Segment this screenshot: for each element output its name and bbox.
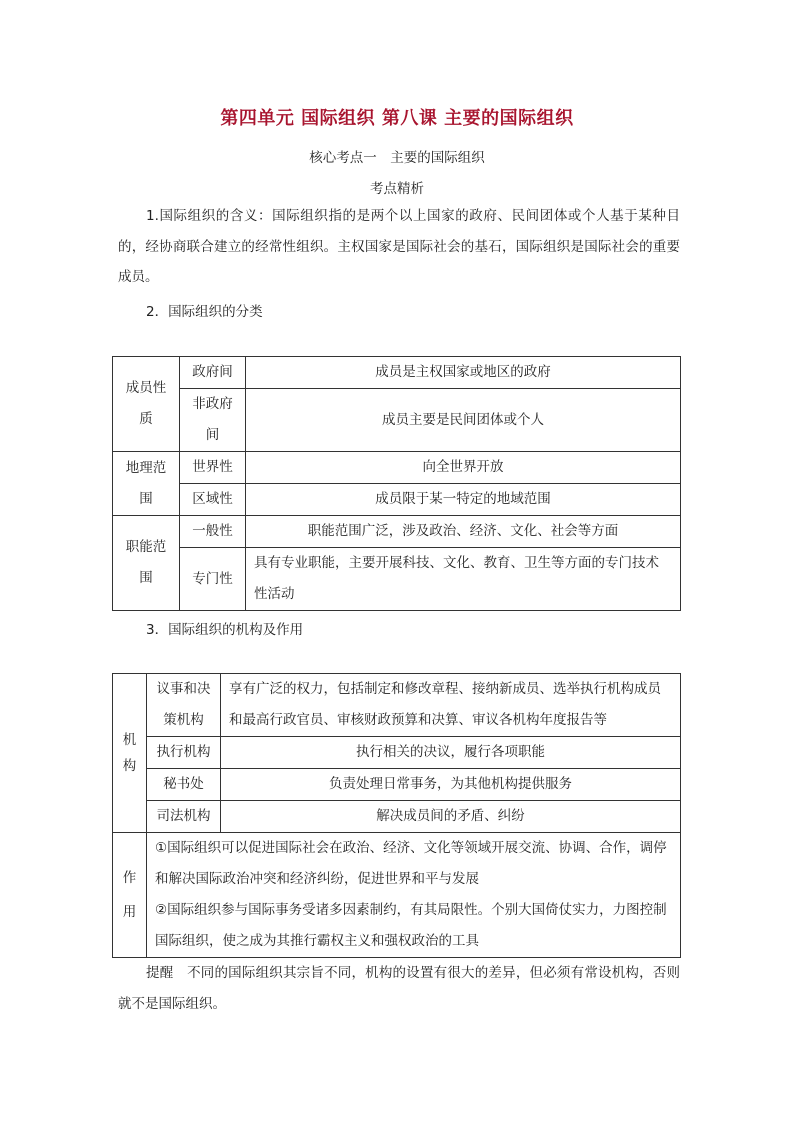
table-row xyxy=(113,484,681,516)
page-title: 第四单元 国际组织 第八课 主要的国际组织 xyxy=(220,108,574,129)
type-label: 一般性 xyxy=(180,516,246,548)
point-1-paragraph: 1.国际组织的含义：国际组织指的是两个以上国家的政府、民间团体或个人基于某种目的，经协商联合建立的经常性组织。主权国家是国际社会的基石，国际组织是国际社会的重要成员。 xyxy=(118,208,680,285)
type-label: 专门性 xyxy=(180,548,246,611)
group-label: 职能范围 xyxy=(113,516,180,611)
group-label: 作用 xyxy=(113,833,147,958)
type-desc: 职能范围广泛，涉及政治、经济、文化、社会等方面 xyxy=(246,516,681,548)
function-desc xyxy=(147,833,681,958)
type-label: 世界性 xyxy=(180,452,246,484)
type-desc: 成员限于某一特定的地域范围 xyxy=(246,484,681,516)
organ-label: 秘书处 xyxy=(147,769,221,801)
type-desc: 具有专业职能，主要开展科技、文化、教育、卫生等方面的专门技术性活动 xyxy=(246,548,681,611)
organ-label: 执行机构 xyxy=(147,737,221,769)
structure-function-table xyxy=(112,673,681,958)
table-row xyxy=(113,389,681,452)
table-row xyxy=(113,452,681,484)
point-2-heading: 2．国际组织的分类 xyxy=(146,304,263,320)
tip-paragraph: 提醒 不同的国际组织其宗旨不同，机构的设置有很大的差异，但必须有常设机构，否则就不是国际组织。 xyxy=(118,965,680,1012)
organ-label: 议事和决策机构 xyxy=(147,674,221,737)
type-label: 区域性 xyxy=(180,484,246,516)
function-item: ①国际组织可以促进国际社会在政治、经济、文化等领域开展交流、协调、合作，调停和解决国际政治冲突和经济纠纷，促进世界和平与发展 xyxy=(155,840,667,887)
organ-desc: 执行相关的决议，履行各项职能 xyxy=(221,737,681,769)
table-row xyxy=(113,801,681,833)
table-row xyxy=(113,674,681,737)
type-desc: 成员主要是民间团体或个人 xyxy=(246,389,681,452)
table-row xyxy=(113,548,681,611)
subtitle: 核心考点一 主要的国际组织 xyxy=(309,150,485,166)
section-heading: 考点精析 xyxy=(370,181,424,197)
type-desc: 成员是主权国家或地区的政府 xyxy=(246,357,681,389)
function-item: ②国际组织参与国际事务受诸多因素制约，有其局限性。个别大国倚仗实力，力图控制国际组织，使之成为其推行霸权主义和强权政治的工具 xyxy=(155,902,667,949)
point-3-heading: 3．国际组织的机构及作用 xyxy=(146,622,304,638)
organ-desc: 解决成员间的矛盾、纠纷 xyxy=(221,801,681,833)
organ-label: 司法机构 xyxy=(147,801,221,833)
table-row xyxy=(113,833,681,958)
table-row xyxy=(113,516,681,548)
group-label: 成员性质 xyxy=(113,357,180,452)
type-desc: 向全世界开放 xyxy=(246,452,681,484)
type-label: 政府间 xyxy=(180,357,246,389)
table-row xyxy=(113,357,681,389)
organ-desc: 享有广泛的权力，包括制定和修改章程、接纳新成员、选举执行机构成员和最高行政官员、审核财政预算和决算、审议各机构年度报告等 xyxy=(221,674,681,737)
table-row xyxy=(113,769,681,801)
table-row xyxy=(113,737,681,769)
group-label: 地理范围 xyxy=(113,452,180,516)
organ-desc: 负责处理日常事务，为其他机构提供服务 xyxy=(221,769,681,801)
classification-table xyxy=(112,356,681,611)
group-label: 机构 xyxy=(113,674,147,833)
type-label: 非政府间 xyxy=(180,389,246,452)
